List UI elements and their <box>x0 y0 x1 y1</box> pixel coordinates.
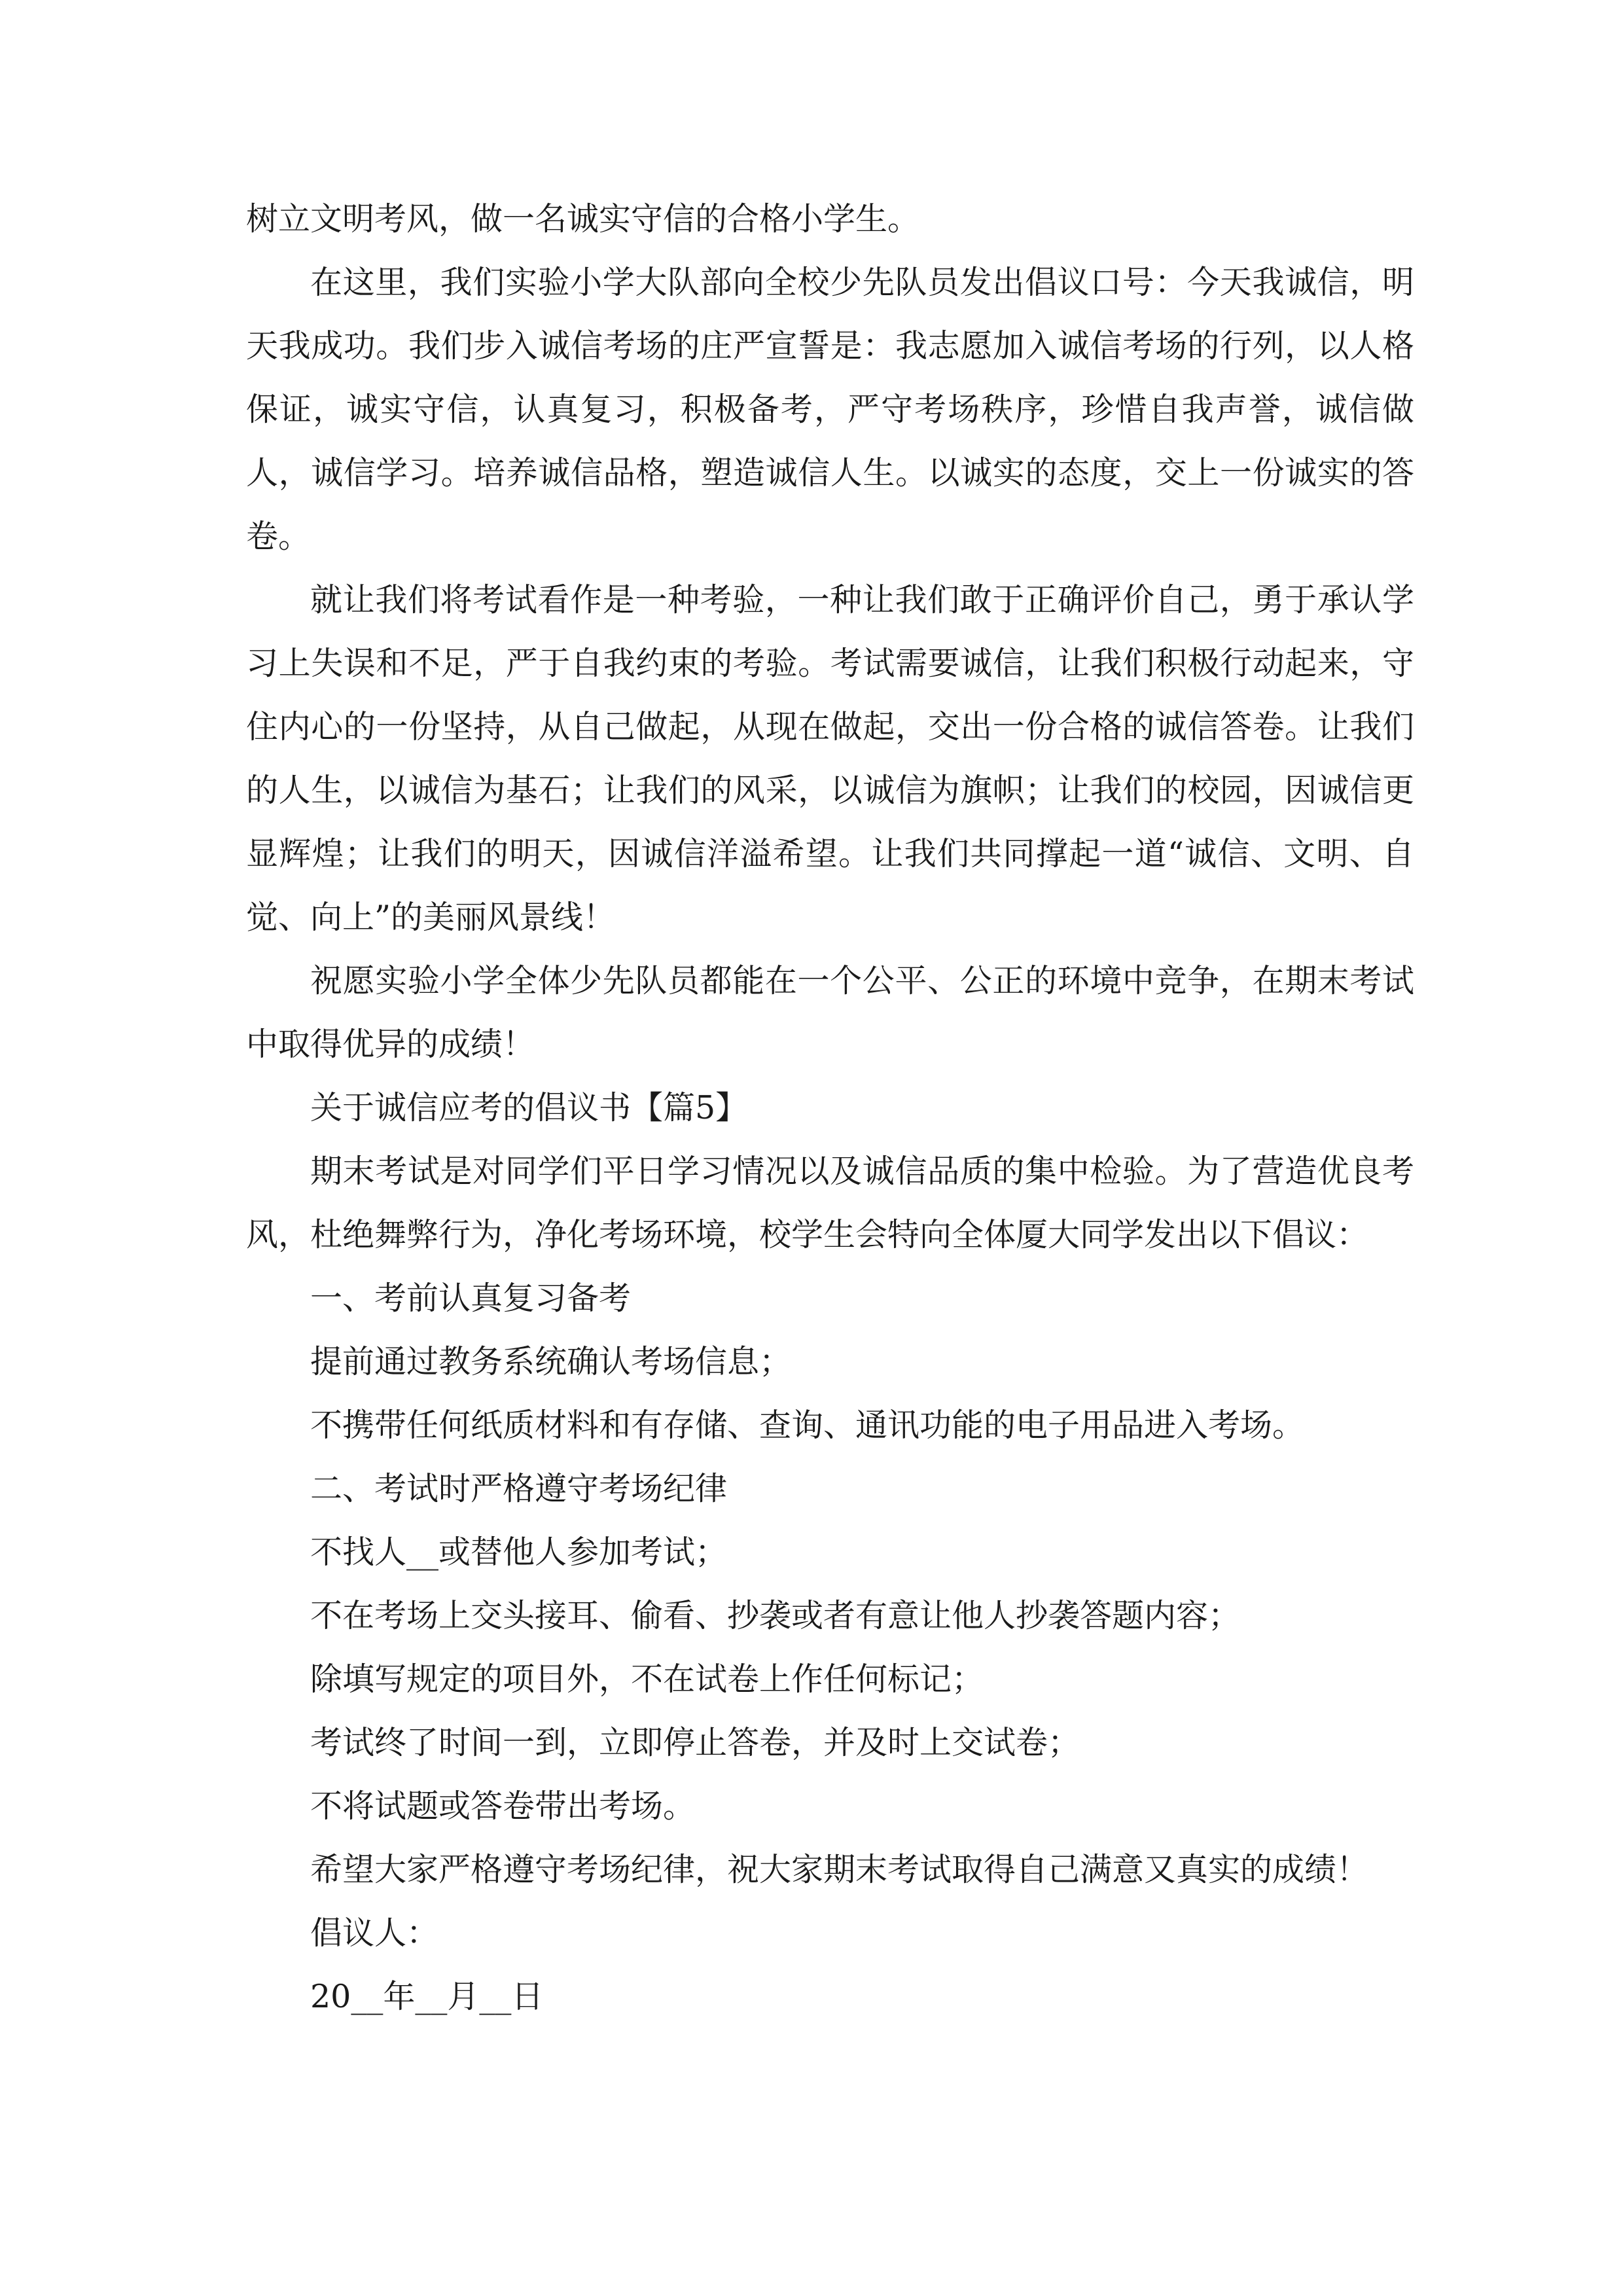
section-title-part-5: 关于诚信应考的倡议书【篇5】 <box>310 1089 748 1126</box>
list-item-confirm-venue: 提前通过教务系统确认考场信息； <box>310 1343 792 1380</box>
list-item-no-materials: 不携带任何纸质材料和有存储、查询、通讯功能的电子用品进入考场。 <box>310 1407 1305 1444</box>
signature-date: 20__年__月__日 <box>310 1978 544 2015</box>
paragraph-wishes: 祝愿实验小学全体少先队员都能在一个公平、公正的环境中竞争，在期末考试中取得优异的成绩！ <box>246 962 1414 1063</box>
list-item-stop-on-time: 考试终了时间一到，立即停止答卷，并及时上交试卷； <box>310 1724 1080 1761</box>
paragraph-exam-as-test: 就让我们将考试看作是一种考验，一种让我们敢于正确评价自己，勇于承认学习上失误和不足，严于自我约束的考验。考试需要诚信，让我们积极行动起来，守住内心的一份坚持，从自己做起，从现在做起，交出一份合格的诚信答卷。让我们的人生，以诚信为基石；让我们的风采，以诚信为旗帜；让我们的校园，因诚信更显辉煌；让我们的明天，因诚信洋溢希望。让我们共同撑起一道“诚信、文明、自觉、向上”的美丽风景线！ <box>246 581 1414 936</box>
paragraph-closing-wish: 希望大家严格遵守考场纪律，祝大家期末考试取得自己满意又真实的成绩！ <box>310 1851 1369 1888</box>
paragraph-pledge-slogan: 在这里，我们实验小学大队部向全校少先队员发出倡议口号：今天我诚信，明天我成功。我们步入诚信考场的庄严宣誓是：我志愿加入诚信考场的行列，以人格保证，诚实守信，认真复习，积极备考，严守考场秩序，珍惜自我声誉，诚信做人，诚信学习。培养诚信品格，塑造诚信人生。以诚实的态度，交上一份诚实的答卷。 <box>246 264 1414 555</box>
signature-initiator: 倡议人： <box>310 1914 439 1952</box>
document-body <box>246 187 1414 2028</box>
list-item-no-take-out: 不将试题或答卷带出考场。 <box>310 1787 696 1825</box>
paragraph-continuation: 树立文明考风，做一名诚实守信的合格小学生。 <box>246 200 920 238</box>
heading-prepare-before-exam: 一、考前认真复习备考 <box>310 1280 632 1317</box>
paragraph-intro-part-5: 期末考试是对同学们平日学习情况以及诚信品质的集中检验。为了营造优良考风，杜绝舞弊行为，净化考场环境，校学生会特向全体厦大同学发出以下倡议： <box>246 1153 1414 1253</box>
heading-exam-discipline: 二、考试时严格遵守考场纪律 <box>310 1470 728 1507</box>
list-item-no-copying: 不在考场上交头接耳、偷看、抄袭或者有意让他人抄袭答题内容； <box>310 1597 1241 1634</box>
list-item-no-marks: 除填写规定的项目外，不在试卷上作任何标记； <box>310 1660 984 1698</box>
list-item-no-substitute: 不找人__或替他人参加考试； <box>310 1534 728 1571</box>
